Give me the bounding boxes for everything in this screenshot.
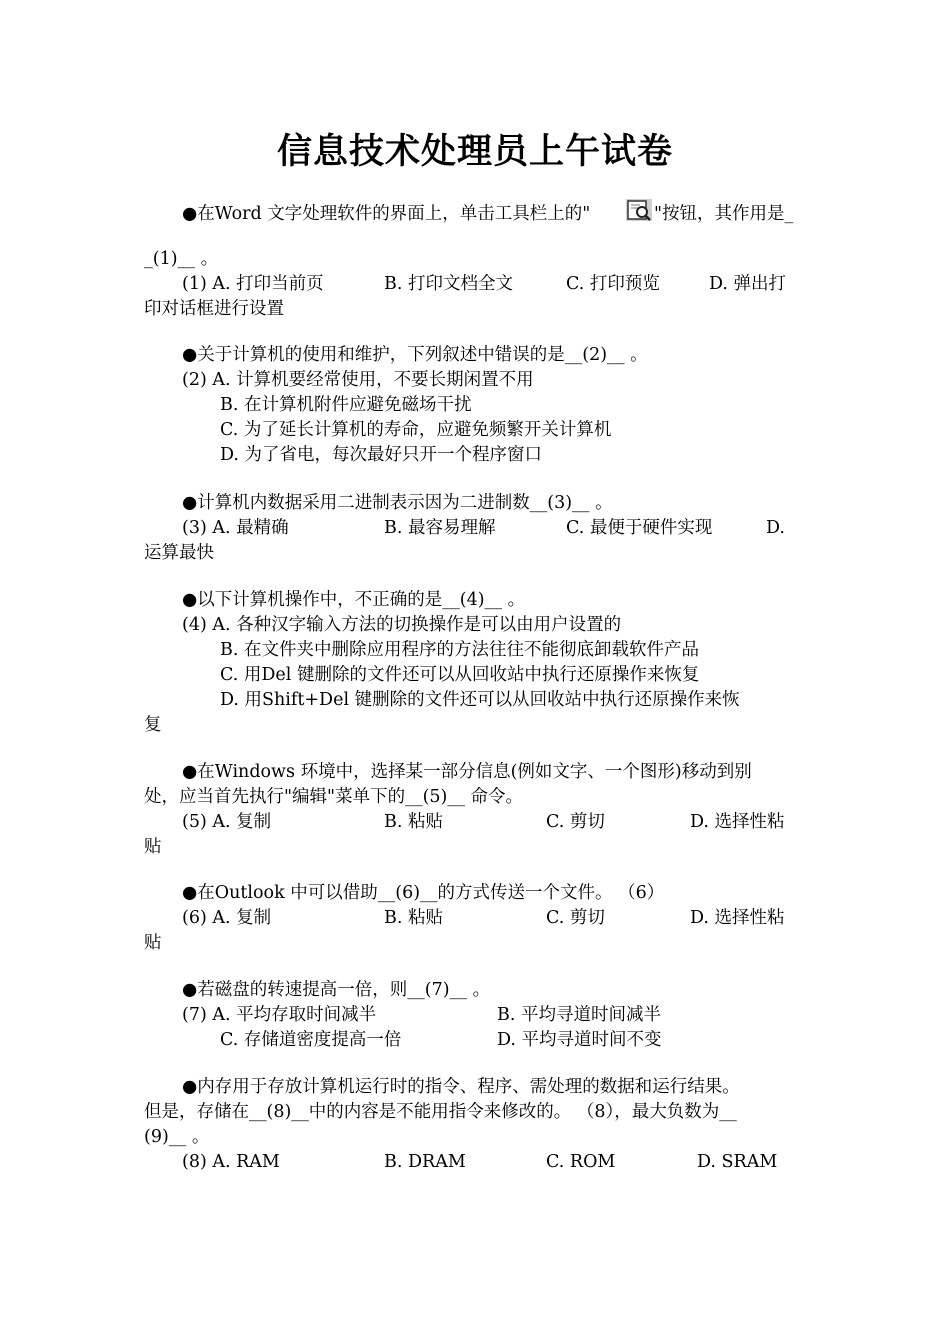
q4-option-d: D. 用Shift+Del 键删除的文件还可以从回收站中执行还原操作来恢 [220, 690, 740, 710]
q7-option-c: C. 存储道密度提高一倍 [220, 1030, 402, 1050]
q5-stem-wrap: 处，应当首先执行"编辑"菜单下的__(5)__ 命令。 [144, 787, 523, 807]
q7-option-b: B. 平均寻道时间减半 [497, 1005, 661, 1025]
q6-option-a: (6) A. 复制 [182, 908, 272, 928]
q5-option-d: D. 选择性粘 [690, 812, 785, 832]
q8-option-c: C. ROM [546, 1152, 616, 1172]
q5-option-wrap: 贴 [144, 837, 162, 857]
q5-stem: ●在Windows 环境中，选择某一部分信息(例如文字、一个图形)移动到别 [182, 762, 752, 782]
q5-option-b: B. 粘贴 [384, 812, 443, 832]
q2-option-b: B. 在计算机附件应避免磁场干扰 [220, 395, 472, 415]
q8-stem: ●内存用于存放计算机运行时的指令、程序、需处理的数据和运行结果。 [182, 1077, 740, 1097]
q8-option-a: (8) A. RAM [182, 1152, 280, 1172]
q3-option-wrap: 运算最快 [144, 543, 214, 563]
print-preview-icon [624, 197, 654, 223]
q5-option-a: (5) A. 复制 [182, 812, 272, 832]
q6-option-wrap: 贴 [144, 933, 162, 953]
q8-option-d: D. SRAM [697, 1152, 778, 1172]
q6-stem: ●在Outlook 中可以借助__(6)__的方式传送一个文件。 （6） [182, 883, 665, 903]
q8-stem-wrap-2: (9)__ 。 [144, 1127, 210, 1147]
q3-stem: ●计算机内数据采用二进制表示因为二进制数__(3)__ 。 [182, 493, 613, 513]
q6-option-b: B. 粘贴 [384, 908, 443, 928]
q1-stem-end: "按钮，其作用是_ [654, 204, 794, 224]
q2-stem: ●关于计算机的使用和维护，下列叙述中错误的是__(2)__ 。 [182, 345, 648, 365]
q1-option-wrap: 印对话框进行设置 [144, 299, 284, 319]
q7-stem: ●若磁盘的转速提高一倍，则__(7)__ 。 [182, 980, 491, 1000]
q7-option-a: (7) A. 平均存取时间减半 [182, 1005, 377, 1025]
q1-stem-wrap: _(1)__ 。 [144, 249, 219, 269]
q1-stem-start: ●在Word 文字处理软件的界面上，单击工具栏上的" [182, 204, 591, 224]
q1-option-a: (1) A. 打印当前页 [182, 274, 324, 294]
q6-option-d: D. 选择性粘 [690, 908, 785, 928]
page-title: 信息技术处理员上午试卷 [276, 132, 673, 172]
q5-option-c: C. 剪切 [546, 812, 605, 832]
q1-option-d: D. 弹出打 [709, 274, 787, 294]
q2-option-d: D. 为了省电，每次最好只开一个程序窗口 [220, 445, 543, 465]
q2-option-c: C. 为了延长计算机的寿命，应避免频繁开关计算机 [220, 420, 612, 440]
q3-option-a: (3) A. 最精确 [182, 518, 289, 538]
q4-option-c: C. 用Del 键删除的文件还可以从回收站中执行还原操作来恢复 [220, 665, 700, 685]
q3-option-b: B. 最容易理解 [384, 518, 496, 538]
q4-option-wrap: 复 [144, 715, 162, 735]
q3-option-c: C. 最便于硬件实现 [566, 518, 713, 538]
q8-stem-wrap-1: 但是，存储在__(8)__中的内容是不能用指令来修改的。 （8），最大负数为__ [144, 1102, 737, 1122]
q4-stem: ●以下计算机操作中，不正确的是__(4)__ 。 [182, 590, 526, 610]
q4-option-a: (4) A. 各种汉字输入方法的切换操作是可以由用户设置的 [182, 615, 622, 635]
q6-option-c: C. 剪切 [546, 908, 605, 928]
q4-option-b: B. 在文件夹中删除应用程序的方法往往不能彻底卸载软件产品 [220, 640, 699, 660]
q2-option-a: (2) A. 计算机要经常使用，不要长期闲置不用 [182, 370, 534, 390]
q7-option-d: D. 平均寻道时间不变 [497, 1030, 662, 1050]
q1-option-b: B. 打印文档全文 [384, 274, 513, 294]
q3-option-d: D. [766, 518, 785, 538]
q8-option-b: B. DRAM [384, 1152, 466, 1172]
q1-option-c: C. 打印预览 [566, 274, 660, 294]
